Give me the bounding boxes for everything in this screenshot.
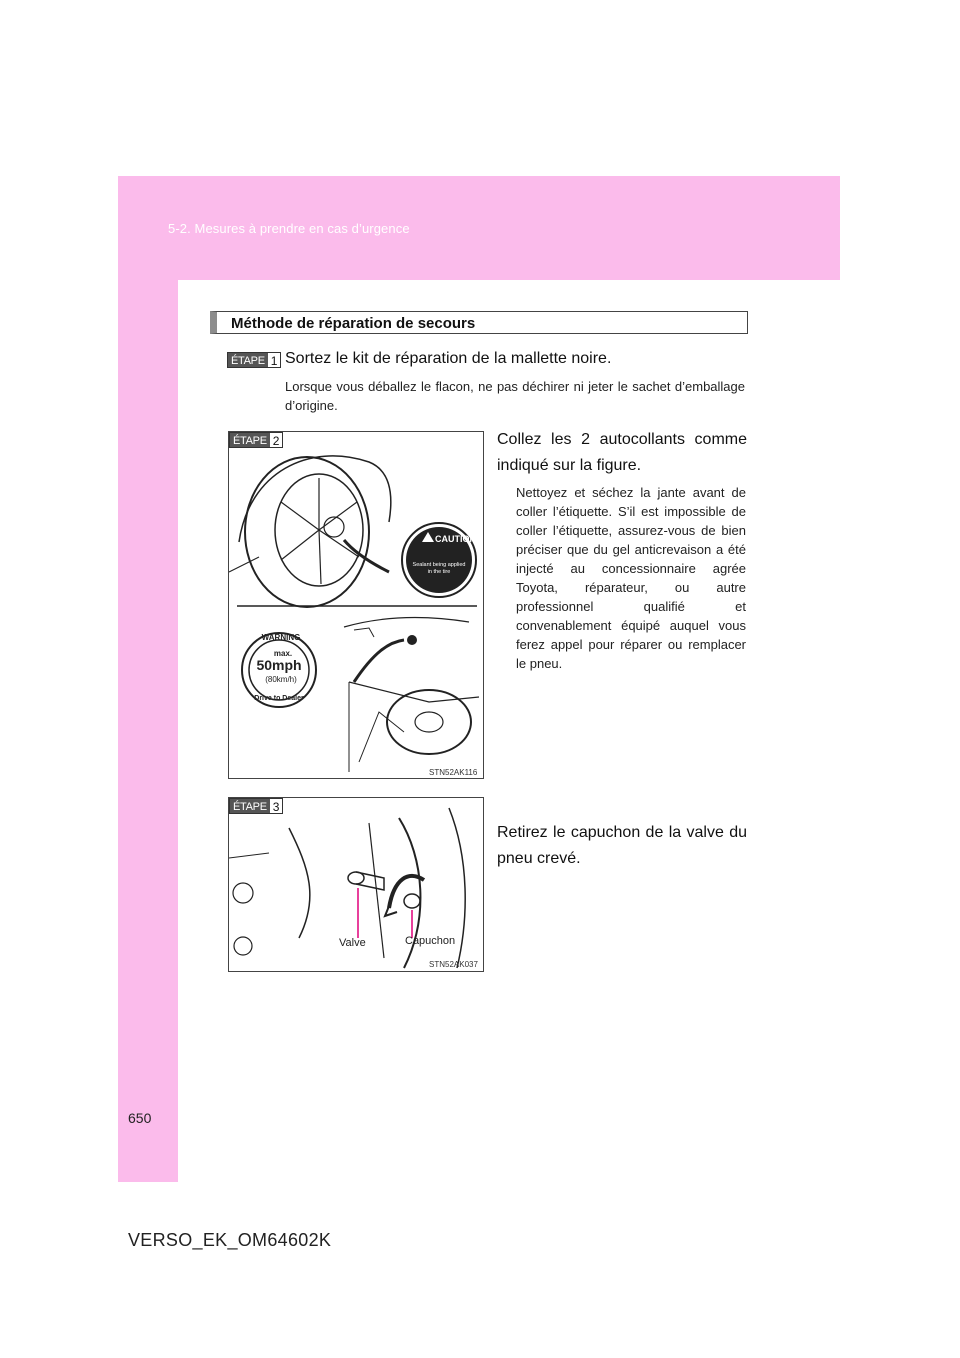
valve-label: Valve (339, 937, 366, 949)
document-code: VERSO_EK_OM64602K (128, 1230, 332, 1250)
section-title: Méthode de réparation de secours (231, 315, 476, 332)
step-1-text: Sortez le kit de réparation de la mallette noire. (285, 350, 612, 367)
warning-title: WARNING (261, 633, 301, 642)
step-badge-number: 3 (270, 799, 283, 813)
warning-kmh: (80km/h) (265, 675, 297, 684)
step-3-text: Retirez le capuchon de la valve du pneu crevé. (497, 824, 747, 867)
section-title-box (210, 311, 748, 334)
step-3-figure (228, 797, 484, 972)
step-badge-number: 1 (268, 353, 281, 367)
caution-title: CAUTION (435, 534, 476, 544)
section-label: 5-2. Mesures à prendre en cas d’urgence (168, 221, 410, 236)
caution-line2: in the tire (427, 569, 451, 575)
warning-max: max. (273, 649, 293, 658)
figure-code: STN52AK116 (429, 768, 478, 777)
figure-code: STN52AK037 (429, 960, 478, 969)
step-badge-number: 2 (270, 433, 283, 447)
wheel-illustration (229, 432, 484, 779)
step-badge-label: ÉTAPE (230, 799, 270, 813)
step-2-note: Nettoyez et séchez la jante avant de coller l’étiquette. S’il est impossible de coller l’étiquette, assurez-vous de bien préciser que du gel anticrevaison a été injecté au concessionnaire agrée Toyota, réparateur, ou autre professionnel qualifié et convenablement équipé auquel vous ferez appel pour réparer ou remplacer le pneu. (516, 485, 746, 671)
warning-footer: Drive to Dealer (254, 695, 304, 702)
warning-speed: 50mph (256, 657, 302, 673)
page-number: 650 (128, 1110, 152, 1126)
caution-line1: Sealant being applied (412, 562, 466, 568)
side-band (118, 280, 178, 1182)
step-badge-label: ÉTAPE (228, 353, 268, 367)
step-1-note: Lorsque vous déballez le flacon, ne pas déchirer ni jeter le sachet d’emballage d’origine. (285, 379, 745, 413)
step-1-badge (227, 352, 281, 368)
step-2-figure (228, 431, 484, 779)
cap-label: Capuchon (405, 935, 456, 947)
step-2-text: Collez les 2 autocollants comme indiqué sur la figure. (497, 431, 747, 474)
step-badge-label: ÉTAPE (230, 433, 270, 447)
